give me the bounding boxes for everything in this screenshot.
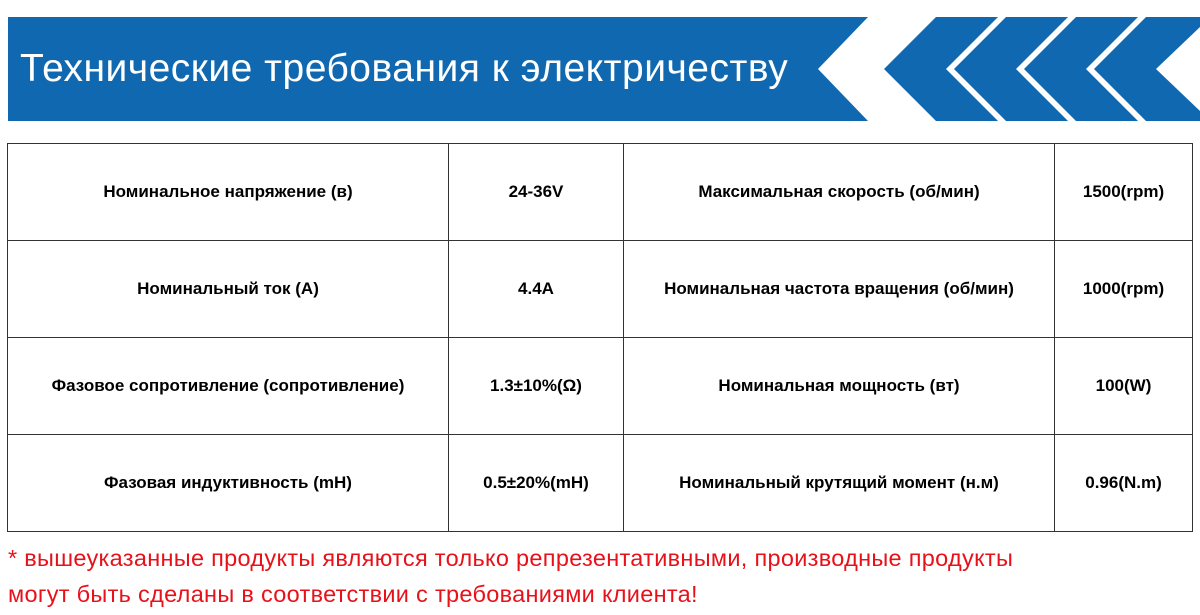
spec-label: Номинальное напряжение (в) <box>8 144 449 241</box>
footnote-line-1: * вышеуказанные продукты являются только репрезентативными, производные продукты <box>8 545 1014 571</box>
table-row <box>8 435 1193 532</box>
table-row <box>8 241 1193 338</box>
spec-value: 0.96(N.m) <box>1055 435 1193 532</box>
spec-value: 1.3±10%(Ω) <box>449 338 624 435</box>
header-banner <box>8 17 1200 121</box>
table-row <box>8 338 1193 435</box>
spec-value: 24-36V <box>449 144 624 241</box>
footnote-line-2: могут быть сделаны в соответствии с требованиями клиента! <box>8 581 698 607</box>
spec-label: Фазовая индуктивность (mH) <box>8 435 449 532</box>
spec-value: 1000(rpm) <box>1055 241 1193 338</box>
spec-label: Номинальная частота вращения (об/мин) <box>624 241 1055 338</box>
spec-label: Номинальный крутящий момент (н.м) <box>624 435 1055 532</box>
footnote <box>8 540 1198 612</box>
spec-label: Номинальный ток (A) <box>8 241 449 338</box>
spec-table <box>7 143 1193 532</box>
spec-label: Фазовое сопротивление (сопротивление) <box>8 338 449 435</box>
spec-value: 1500(rpm) <box>1055 144 1193 241</box>
spec-label: Номинальная мощность (вт) <box>624 338 1055 435</box>
table-row <box>8 144 1193 241</box>
spec-value: 0.5±20%(mH) <box>449 435 624 532</box>
page-title: Технические требования к электричеству <box>20 47 789 90</box>
spec-label: Максимальная скорость (об/мин) <box>624 144 1055 241</box>
spec-value: 4.4A <box>449 241 624 338</box>
spec-value: 100(W) <box>1055 338 1193 435</box>
